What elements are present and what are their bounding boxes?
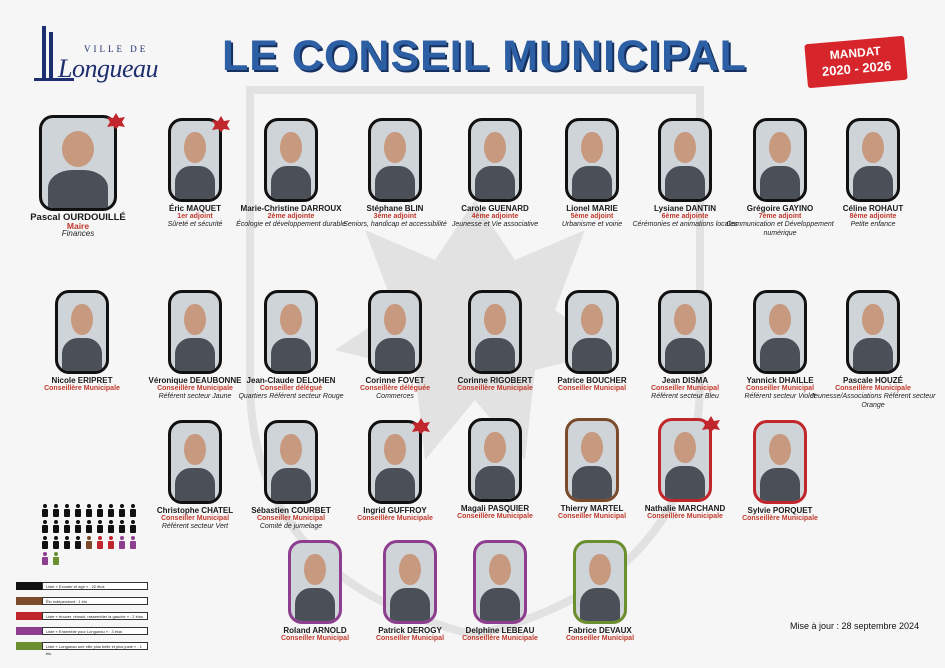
legend-row	[16, 582, 148, 590]
member-card	[808, 290, 938, 410]
member-name: Lionel MARIE	[566, 204, 618, 213]
member-photo	[468, 118, 522, 202]
member-description: Urbanisme et voirie	[561, 221, 623, 228]
member-photo	[368, 118, 422, 202]
photo-body-shape	[475, 466, 515, 502]
member-description: Communication et Développement numérique	[726, 221, 834, 237]
photo-body-shape	[475, 166, 515, 202]
member-description: Référent secteur Jaune	[158, 393, 232, 400]
member-photo	[288, 540, 342, 624]
member-photo	[55, 290, 109, 374]
legend-text: Liste « Ecouter et agir » : 22 élus	[42, 582, 148, 590]
seat-person-icon	[42, 552, 48, 565]
member-photo	[168, 290, 222, 374]
member-description: Comité de jumelage	[259, 523, 323, 530]
member-photo	[573, 540, 627, 624]
member-photo	[39, 115, 117, 211]
member-name: Lysiane DANTIN	[654, 204, 716, 213]
photo-head-shape	[769, 304, 790, 335]
seat-person-icon	[75, 536, 81, 549]
photo-head-shape	[280, 434, 301, 465]
seat-person-icon	[64, 504, 70, 517]
member-photo	[264, 420, 318, 504]
legend-text: Élu indépendant : 1 élu	[42, 597, 148, 605]
photo-head-shape	[581, 304, 602, 335]
member-card	[535, 540, 665, 643]
member-photo	[753, 290, 807, 374]
member-description: Cérémonies et animations locales	[632, 221, 738, 228]
member-role: 6ème adjointe	[661, 213, 709, 220]
member-photo	[565, 118, 619, 202]
member-name: Pascale HOUZÉ	[842, 376, 904, 385]
member-name: Fabrice DEVAUX	[568, 626, 632, 635]
member-role: Conseiller Municipal	[557, 513, 627, 520]
ville-logo	[28, 24, 198, 94]
legend-text: Liste « Longueau une ville plus belle et plus juste » : 1 élu	[42, 642, 148, 650]
member-description: Petite enfance	[850, 221, 896, 228]
legend-swatch	[16, 627, 42, 635]
member-role: 7ème adjoint	[758, 213, 802, 220]
member-role: Maire	[66, 221, 90, 231]
photo-head-shape	[184, 434, 205, 465]
seat-person-icon	[53, 552, 59, 565]
member-role: 8ème adjointe	[849, 213, 897, 220]
photo-body-shape	[572, 338, 612, 374]
seat-person-icon	[53, 504, 59, 517]
member-role: Conseillère Municipale	[157, 385, 233, 392]
legend-swatch	[16, 597, 42, 605]
member-role: Conseillère Municipale	[835, 385, 911, 392]
member-name: Yannick DHAILLE	[746, 376, 814, 385]
mandat-label: MANDAT	[829, 43, 882, 63]
member-photo	[565, 418, 619, 502]
photo-head-shape	[581, 132, 602, 163]
member-name: Nicole ERIPRET	[51, 376, 113, 385]
photo-head-shape	[674, 304, 695, 335]
photo-body-shape	[295, 588, 335, 624]
member-name: Marie-Christine DARROUX	[240, 204, 342, 213]
member-description: Jeunesse et Vie associative	[451, 221, 539, 228]
member-role: Conseillère Municipale	[457, 513, 533, 520]
member-photo	[565, 290, 619, 374]
legend-swatch	[16, 582, 42, 590]
amiens-metropole-badge-icon	[105, 111, 127, 129]
member-role: Conseillère déléguée	[359, 385, 431, 392]
photo-head-shape	[862, 132, 883, 163]
seat-person-icon	[53, 520, 59, 533]
member-role: 4ème adjointe	[471, 213, 519, 220]
photo-head-shape	[280, 304, 301, 335]
photo-head-shape	[769, 132, 790, 163]
seat-person-icon	[53, 536, 59, 549]
photo-head-shape	[581, 432, 602, 463]
photo-head-shape	[384, 304, 405, 335]
member-description: Jeunesse/Associations Référent secteur Orange	[810, 393, 936, 409]
photo-body-shape	[572, 466, 612, 502]
member-description: Écologie et développement durable	[236, 221, 346, 228]
mandat-years: 2020 - 2026	[821, 57, 892, 79]
photo-head-shape	[674, 132, 695, 163]
seat-person-icon	[119, 504, 125, 517]
member-name: Céline ROHAUT	[842, 204, 904, 213]
member-photo	[264, 290, 318, 374]
seat-person-icon	[130, 504, 136, 517]
photo-body-shape	[375, 468, 415, 504]
photo-body-shape	[853, 166, 893, 202]
legend-row	[16, 612, 148, 620]
photo-head-shape	[184, 304, 205, 335]
member-photo	[468, 290, 522, 374]
member-description: Commerces	[376, 393, 414, 400]
photo-head-shape	[589, 554, 610, 585]
photo-head-shape	[489, 554, 510, 585]
photo-body-shape	[475, 338, 515, 374]
seat-person-icon	[97, 504, 103, 517]
seat-person-icon	[130, 520, 136, 533]
member-description: Quartiers Référent secteur Rouge	[238, 393, 344, 400]
seat-person-icon	[97, 520, 103, 533]
photo-head-shape	[484, 132, 505, 163]
photo-body-shape	[175, 468, 215, 504]
member-role: 5ème adjoint	[570, 213, 614, 220]
photo-body-shape	[760, 468, 800, 504]
photo-head-shape	[484, 304, 505, 335]
member-role: 1er adjoint	[177, 213, 213, 220]
member-photo	[168, 420, 222, 504]
member-photo	[383, 540, 437, 624]
photo-body-shape	[760, 166, 800, 202]
member-card	[17, 290, 147, 393]
member-role: 3ème adjoint	[373, 213, 417, 220]
seat-person-icon	[86, 536, 92, 549]
photo-head-shape	[384, 434, 405, 465]
seat-person-icon	[119, 520, 125, 533]
photo-body-shape	[375, 166, 415, 202]
photo-head-shape	[280, 132, 301, 163]
seat-person-icon	[42, 536, 48, 549]
member-role: 2ème adjointe	[267, 213, 315, 220]
member-photo	[658, 118, 712, 202]
seat-pictogram	[38, 500, 148, 585]
seat-person-icon	[64, 520, 70, 533]
member-name: Éric MAQUET	[168, 204, 221, 213]
amiens-metropole-badge-icon	[410, 416, 432, 434]
photo-body-shape	[572, 166, 612, 202]
member-photo	[473, 540, 527, 624]
photo-head-shape	[769, 434, 790, 465]
mandat-banner	[804, 36, 907, 89]
member-name: Carole GUENARD	[461, 204, 529, 213]
member-name: Roland ARNOLD	[283, 626, 347, 635]
photo-body-shape	[390, 588, 430, 624]
member-photo	[368, 290, 422, 374]
legend-row	[16, 627, 148, 635]
seat-person-icon	[108, 536, 114, 549]
member-description: Finances	[61, 229, 95, 238]
member-description: Sûreté et sécurité	[167, 221, 223, 228]
update-date: Mise à jour : 28 septembre 2024	[790, 621, 920, 631]
photo-body-shape	[580, 588, 620, 624]
member-photo	[846, 290, 900, 374]
seat-person-icon	[86, 520, 92, 533]
legend-row	[16, 597, 148, 605]
logo-ville-text: VILLE DE	[84, 44, 149, 54]
member-role: Conseiller Municipal	[375, 635, 445, 642]
member-role: Conseiller Municipal	[565, 635, 635, 642]
member-role: Conseiller Municipal	[256, 515, 326, 522]
member-role: Conseiller Municipal	[745, 385, 815, 392]
photo-body-shape	[271, 166, 311, 202]
member-role: Conseiller Municipal	[280, 635, 350, 642]
member-photo	[753, 420, 807, 504]
seat-person-icon	[97, 536, 103, 549]
photo-body-shape	[760, 338, 800, 374]
photo-head-shape	[399, 554, 420, 585]
photo-body-shape	[175, 166, 215, 202]
logo-name-text: Longueau	[58, 54, 158, 83]
member-role: Conseiller Municipal	[160, 515, 230, 522]
member-role: Conseiller Municipal	[557, 385, 627, 392]
member-card	[808, 118, 938, 230]
photo-body-shape	[480, 588, 520, 624]
member-name: Jean-Claude DELOHEN	[246, 376, 336, 385]
member-name: Corinne RIGOBERT	[457, 376, 533, 385]
member-name: Patrick DEROGY	[378, 626, 442, 635]
member-description: Référent secteur Violet	[744, 393, 816, 400]
member-role: Conseiller délégué	[259, 385, 323, 392]
member-role: Conseiller Municipal	[650, 385, 720, 392]
photo-body-shape	[175, 338, 215, 374]
photo-body-shape	[665, 166, 705, 202]
seat-person-icon	[108, 520, 114, 533]
legend-text: Liste « trouver, réussir, rassembler la gauche » : 2 élus	[42, 612, 148, 620]
photo-head-shape	[862, 304, 883, 335]
member-name: Stéphane BLIN	[366, 204, 424, 213]
member-name: Ingrid GUFFROY	[363, 506, 427, 515]
legend-text: Liste « Ensemble pour Longueau » : 3 élus	[42, 627, 148, 635]
member-card	[13, 115, 143, 239]
member-photo	[264, 118, 318, 202]
member-description: Référent secteur Bleu	[651, 393, 719, 400]
member-role: Conseillère Municipale	[44, 385, 120, 392]
photo-head-shape	[184, 132, 205, 163]
member-name: Thierry MARTEL	[560, 504, 624, 513]
photo-body-shape	[665, 466, 705, 502]
member-card	[715, 420, 845, 523]
seat-person-icon	[130, 536, 136, 549]
member-photo	[846, 118, 900, 202]
seat-person-icon	[75, 504, 81, 517]
member-role: Conseillère Municipale	[462, 635, 538, 642]
member-name: Delphine LEBEAU	[465, 626, 535, 635]
member-photo	[658, 290, 712, 374]
photo-head-shape	[71, 304, 92, 335]
member-role: Conseillère Municipale	[742, 515, 818, 522]
member-name: Magali PASQUIER	[460, 504, 530, 513]
member-photo	[468, 418, 522, 502]
seat-person-icon	[64, 536, 70, 549]
photo-body-shape	[665, 338, 705, 374]
page-title: LE CONSEIL MUNICIPAL	[222, 32, 747, 80]
member-description: Seniors, handicap et accessibilité	[343, 221, 447, 228]
photo-body-shape	[271, 468, 311, 504]
member-name: Grégoire GAYINO	[746, 204, 814, 213]
photo-head-shape	[384, 132, 405, 163]
member-name: Sébastien COURBET	[251, 506, 331, 515]
member-name: Véronique DEAUBONNE	[148, 376, 242, 385]
legend	[16, 582, 148, 657]
member-role: Conseillère Municipale	[457, 385, 533, 392]
seat-person-icon	[42, 504, 48, 517]
member-name: Corinne FOVET	[365, 376, 425, 385]
seat-person-icon	[86, 504, 92, 517]
photo-body-shape	[48, 170, 108, 211]
photo-body-shape	[853, 338, 893, 374]
member-role: Conseillère Municipale	[647, 513, 723, 520]
member-role: Conseillère Municipale	[357, 515, 433, 522]
member-name: Pascal OURDOUILLÉ	[30, 212, 126, 223]
photo-head-shape	[674, 432, 695, 463]
seat-person-icon	[108, 504, 114, 517]
seat-person-icon	[75, 520, 81, 533]
member-photo	[753, 118, 807, 202]
photo-body-shape	[62, 338, 102, 374]
legend-row	[16, 642, 148, 656]
photo-body-shape	[375, 338, 415, 374]
photo-head-shape	[62, 131, 94, 167]
member-name: Christophe CHATEL	[156, 506, 234, 515]
member-name: Jean DISMA	[661, 376, 709, 385]
member-name: Sylvie PORQUET	[747, 506, 813, 515]
member-name: Nathalie MARCHAND	[644, 504, 726, 513]
photo-head-shape	[484, 432, 505, 463]
seat-person-icon	[119, 536, 125, 549]
seat-pictogram-svg	[38, 500, 148, 580]
member-description: Référent secteur Vert	[161, 523, 229, 530]
photo-body-shape	[271, 338, 311, 374]
seat-person-icon	[42, 520, 48, 533]
photo-head-shape	[304, 554, 325, 585]
legend-swatch	[16, 642, 42, 650]
legend-swatch	[16, 612, 42, 620]
member-name: Patrice BOUCHER	[557, 376, 627, 385]
